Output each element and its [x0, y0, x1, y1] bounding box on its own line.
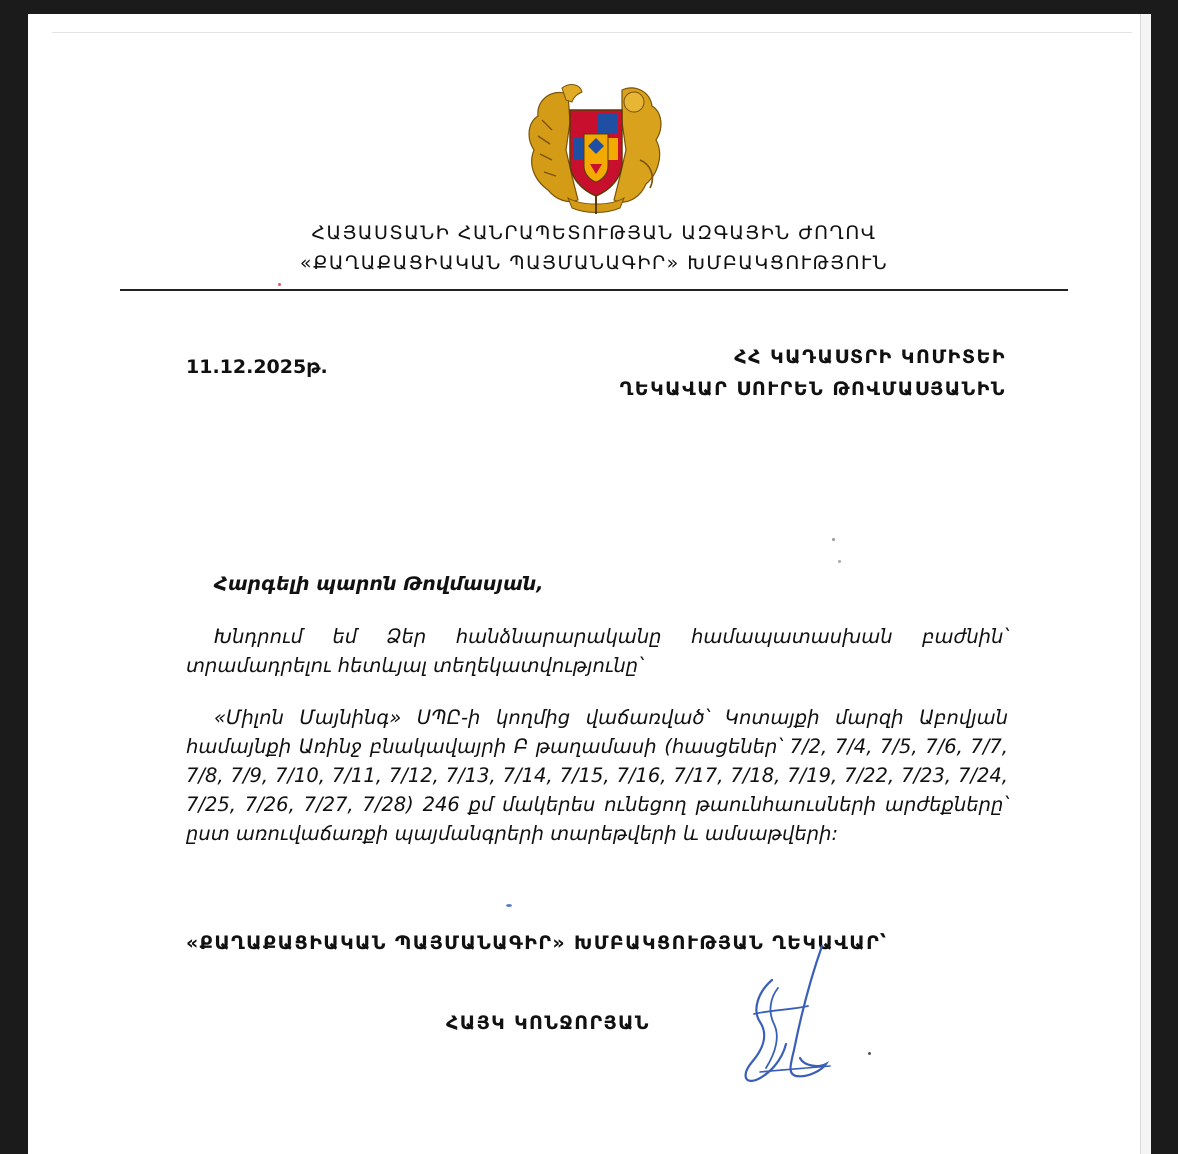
coat-of-arms-emblem [522, 80, 670, 216]
ink-speck [868, 1052, 871, 1055]
signatory-name: ՀԱՅԿ ԿՈՆՋՈՐՅԱՆ [446, 1012, 650, 1034]
ink-speck [832, 538, 835, 541]
letter-date: 11.12.2025թ. [186, 356, 328, 378]
salutation: Հարգելի պարոն Թովմասյան, [214, 573, 544, 595]
recipient-organization: ՀՀ ԿԱԴԱՍՏՐԻ ԿՈՄԻՏԵԻ [734, 346, 1006, 368]
signatory-title: «ՔԱՂԱՔԱՑԻԱԿԱՆ ՊԱՅՄԱՆԱԳԻՐ» ԽՄԲԱԿՑՈՒԹՅԱՆ ՂԵԿԱՎԱՐ՝ [186, 932, 888, 954]
handwritten-signature [730, 940, 840, 1090]
institution-name: ՀԱՅԱՍՏԱՆԻ ՀԱՆՐԱՊԵՏՈՒԹՅԱՆ ԱԶԳԱՅԻՆ ԺՈՂՈՎ [311, 222, 877, 244]
body-paragraph-request: Խնդրում եմ Ձեր հանձնարարականը համապատասխան բաժնին՝ տրամադրելու հետևյալ տեղեկատվությունը՝ [186, 625, 1008, 677]
page-top-divider [52, 32, 1132, 33]
letterhead-divider [120, 289, 1068, 291]
ink-speck [838, 560, 841, 563]
ink-speck [278, 283, 281, 286]
recipient-name: ՂԵԿԱՎԱՐ ՍՈՒՐԵՆ ԹՈՎՄԱՍՅԱՆԻՆ [619, 378, 1006, 400]
page-edge [1140, 14, 1151, 1154]
body-paragraph-details: «Միլոն Մայնինգ» ՍՊԸ-ի կողմից վաճառված՝ Կոտայքի մարզի Աբովյան համայնքի Առինջ բնակավայրի Բ թաղամասի (հասցեներ՝ 7/2, 7/4, 7/5, 7/6, 7/7, 7/8, 7/9, 7/10, 7/11, 7/12, 7/13, 7/14, 7/15, 7/16, 7/17, 7/18, 7/19, 7/22, 7/23, 7/24, 7/25, 7/26, 7/27, 7/28) 246 քմ մակերես ունեցող թաունհաուսների արժեքները՝ ըստ առուվաճառքի պայմանգրերի տարեթվերի և ամսաթվերի: [186, 706, 1008, 845]
faction-name: «ՔԱՂԱՔԱՑԻԱԿԱՆ ՊԱՅՄԱՆԱԳԻՐ» ԽՄԲԱԿՑՈՒԹՅՈՒՆ [299, 252, 889, 274]
ink-speck [506, 904, 512, 907]
